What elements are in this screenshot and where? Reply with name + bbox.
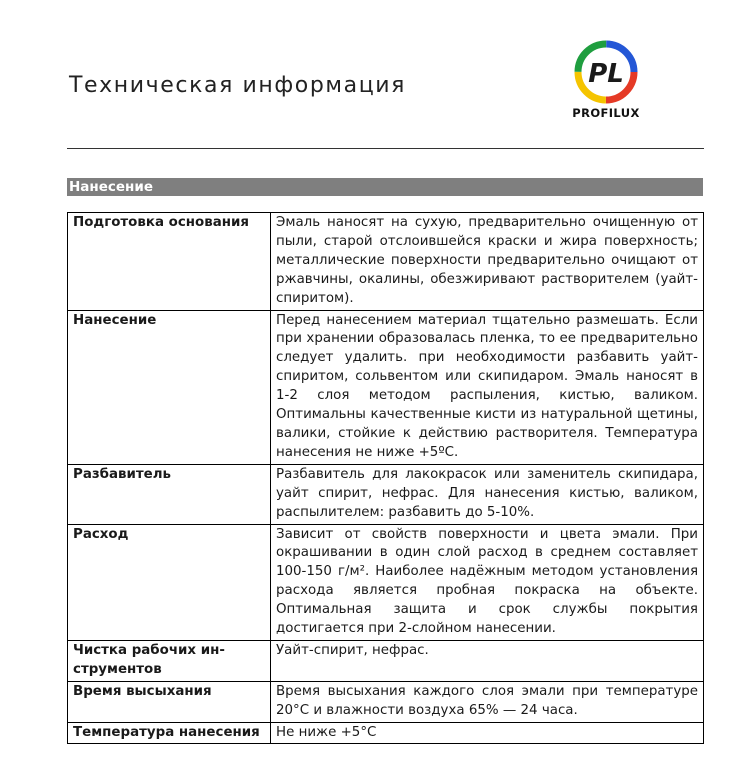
profilux-logo xyxy=(566,40,646,125)
row-value: Не ниже +5°С xyxy=(271,722,704,744)
row-label: Разбавитель xyxy=(68,464,271,524)
section-header: Нанесение xyxy=(67,178,703,196)
row-value: Уайт-спирит, нефрас. xyxy=(271,640,704,681)
row-value: Разбавитель для лакокрасок или заменитель скипидара, уайт спирит, нефрас. Для нанесения кистью, валиком, распылителем: разбавить до 5-10%. xyxy=(271,464,704,524)
table-row xyxy=(68,524,704,640)
row-label: Нанесение xyxy=(68,310,271,464)
logo-letters: PL xyxy=(588,59,624,89)
table-row xyxy=(68,464,704,524)
application-table xyxy=(67,212,704,744)
row-label: Расход xyxy=(68,524,271,640)
table-row xyxy=(68,310,704,464)
logo-brand-name: PROFILUX xyxy=(572,106,640,120)
row-label: Время высыхания xyxy=(68,681,271,722)
row-value: Время высыхания каждого слоя эмали при температуре 20°С и влажности воздуха 65% — 24 часа. xyxy=(271,681,704,722)
row-label: Чистка рабочих инструментов xyxy=(68,640,271,681)
table-row xyxy=(68,213,704,311)
row-label: Температура нанесения xyxy=(68,722,271,744)
table-row xyxy=(68,722,704,744)
row-value: Перед нанесением материал тщательно размешать. Если при хранении образовалась пленка, то ее предварительно следует удалить. при необходимости разбавить уайт-спиритом, сольвентом или скипидаром. Эмаль наносят в 1-2 слоя методом распыления, кистью, валиком. Оптимальны качественные кисти из натуральной щетины, валики, стойкие к действию растворителя. Температура нанесения не ниже +5ºС. xyxy=(271,310,704,464)
table-row xyxy=(68,681,704,722)
table-row xyxy=(68,640,704,681)
row-value: Эмаль наносят на сухую, предварительно очищенную от пыли, старой отслоившейся краски и жира поверхность; металлические поверхности предварительно очищают от ржавчины, окалины, обезжиривают растворителем (уайт-спиритом). xyxy=(271,213,704,311)
logo-ring-icon xyxy=(566,40,646,106)
row-value: Зависит от свойств поверхности и цвета эмали. При окрашивании в один слой расход в среднем составляет 100-150 г/м². Наиболее надёжным методом установления расхода является пробная покраска на объекте. Оптимальная защита и срок службы покрытия достигается при 2-слойном нанесении. xyxy=(271,524,704,640)
document-title: Техническая информация xyxy=(69,73,407,98)
row-label: Подготовка основания xyxy=(68,213,271,311)
header-divider xyxy=(67,148,704,149)
